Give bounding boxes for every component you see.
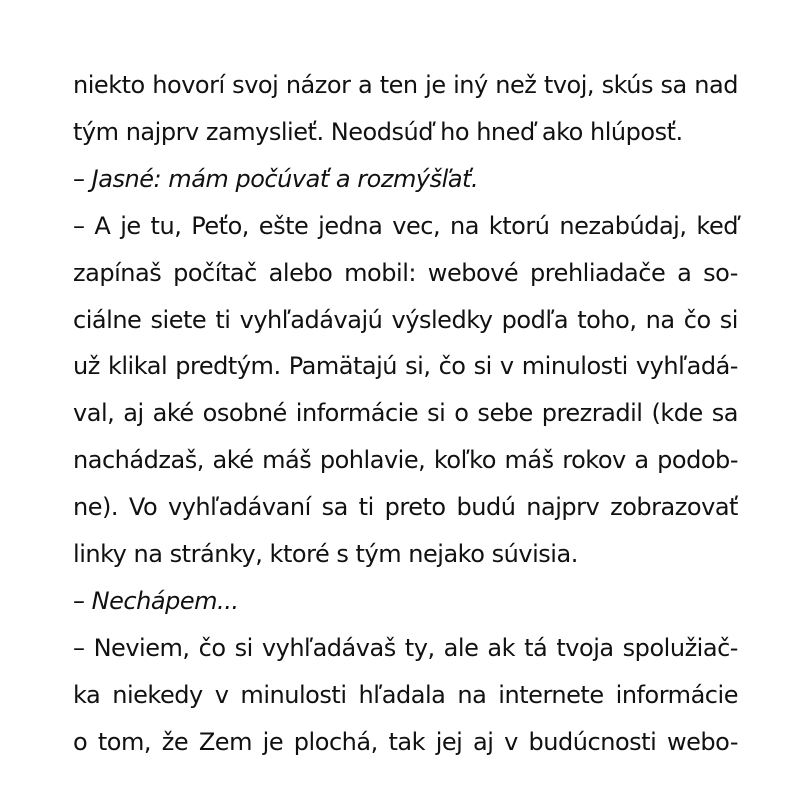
text-line: zapínaš počítač alebo mobil: webové prehliadače a so- <box>73 258 738 287</box>
text-line: ka niekedy v minulosti hľadala na internete informácie <box>73 680 738 709</box>
text-line: – Neviem, čo si vyhľadávaš ty, ale ak tá tvoja spolužiač- <box>73 633 738 662</box>
text-line: ciálne siete ti vyhľadávajú výsledky podľa toho, na čo si <box>73 305 738 334</box>
text-line: niekto hovorí svoj názor a ten je iný než tvoj, skús sa nad <box>73 71 738 99</box>
dialogue-line-italic: – Nechápem... <box>73 586 239 615</box>
text-line: – A je tu, Peťo, ešte jedna vec, na ktorú nezabúdaj, keď <box>73 211 738 240</box>
body-text <box>73 62 738 766</box>
text-line: linky na stránky, ktoré s tým nejako súvisia. <box>73 540 578 569</box>
text-line: tým najprv zamyslieť. Neodsúď ho hneď ako hlúposť. <box>73 117 683 146</box>
text-line: o tom, že Zem je plochá, tak jej aj v budúcnosti webo- <box>73 727 738 756</box>
text-line: ne). Vo vyhľadávaní sa ti preto budú najprv zobrazovať <box>73 493 738 522</box>
dialogue-line-italic: – Jasné: mám počúvať a rozmýšľať. <box>73 164 479 193</box>
text-line: val, aj aké osobné informácie si o sebe prezradil (kde sa <box>73 399 738 428</box>
text-line: nachádzaš, aké máš pohlavie, koľko máš rokov a podob- <box>73 446 738 475</box>
text-line: už klikal predtým. Pamätajú si, čo si v minulosti vyhľadá- <box>73 352 738 381</box>
